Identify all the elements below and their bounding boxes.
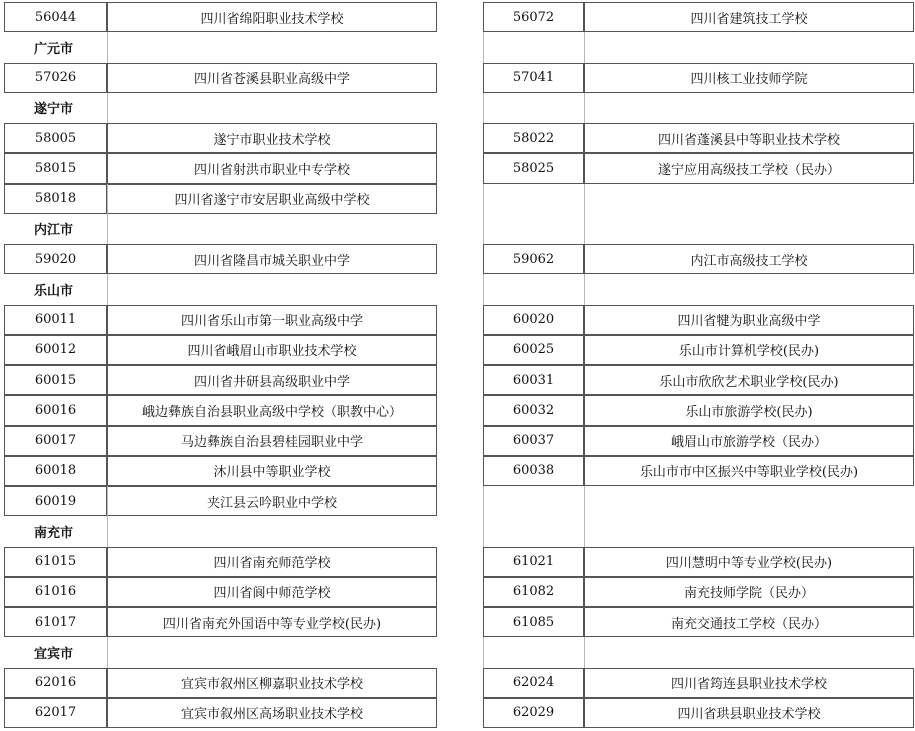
school-name-cell: 峨眉山市旅游学校（民办） [584,426,914,456]
school-code-cell: 60037 [483,426,584,456]
table-row [4,607,914,637]
column-divider [584,93,585,123]
region-name: 内江市 [34,223,74,239]
region-header-row [4,32,914,62]
school-name-cell: 南充技师学院（民办） [584,577,914,607]
table-row [4,153,914,183]
column-divider [483,93,484,123]
school-code-cell: 60011 [4,305,107,335]
column-divider [584,184,585,214]
school-code-cell: 62017 [4,698,107,728]
school-name-cell: 四川省阆中师范学校 [107,577,437,607]
school-code-cell: 61017 [4,607,107,637]
school-code-cell: 58018 [4,184,107,214]
school-code-cell: 62016 [4,668,107,698]
region-name: 广元市 [34,41,74,57]
school-code-cell: 59020 [4,244,107,274]
school-name-cell: 内江市高级技工学校 [584,244,914,274]
school-name-cell: 四川核工业技师学院 [584,63,914,93]
column-divider [483,516,484,546]
school-name-cell: 遂宁应用高级技工学校（民办） [584,153,914,183]
school-code-cell: 58025 [483,153,584,183]
school-name-cell: 四川省射洪市职业中专学校 [107,153,437,183]
school-name-cell: 四川省犍为职业高级中学 [584,305,914,335]
school-code-cell: 62024 [483,668,584,698]
table-row [4,2,914,32]
school-code-cell: 61021 [483,547,584,577]
school-name-cell: 乐山市计算机学校(民办) [584,335,914,365]
school-code-cell: 56044 [4,2,107,32]
table-row [4,184,914,214]
school-code-cell: 58022 [483,123,584,153]
school-name-cell: 四川省南充外国语中等专业学校(民办) [107,607,437,637]
column-divider [107,637,108,667]
region-name: 乐山市 [34,283,74,299]
school-code-cell: 60031 [483,365,584,395]
region-header-row [4,274,914,304]
school-code-cell: 60018 [4,456,107,486]
school-name-cell: 乐山市市中区振兴中等职业学校(民办) [584,456,914,486]
table-row [4,244,914,274]
column-divider [483,32,484,62]
table-row [4,305,914,335]
school-code-cell: 61015 [4,547,107,577]
school-code-cell: 60038 [483,456,584,486]
table-row [4,63,914,93]
school-code-cell: 60017 [4,426,107,456]
school-name-cell: 四川省遂宁市安居职业高级中学校 [107,184,437,214]
school-name-cell: 四川省井研县高级职业中学 [107,365,437,395]
column-divider [107,93,108,123]
column-divider [107,184,108,214]
table-row [4,456,914,486]
school-name-cell: 南充交通技工学校（民办） [584,607,914,637]
school-code-cell: 60016 [4,395,107,425]
school-name-cell: 峨边彝族自治县职业高级中学校（职教中心） [107,395,437,425]
region-name: 南充市 [34,525,74,541]
column-divider [483,214,484,244]
school-name-cell: 夹江县云吟职业中学校 [107,486,437,516]
column-divider [584,486,585,516]
school-code-cell: 60020 [483,305,584,335]
column-divider [483,274,484,304]
region-header-row [4,93,914,123]
school-code-cell: 61082 [483,577,584,607]
column-divider [483,637,484,667]
region-header-row [4,214,914,244]
school-name-cell: 宜宾市叙州区柳嘉职业技术学校 [107,668,437,698]
column-divider [107,516,108,546]
school-code-cell: 58005 [4,123,107,153]
column-divider [107,214,108,244]
school-code-cell: 59062 [483,244,584,274]
school-code-cell: 57041 [483,63,584,93]
table-row [4,668,914,698]
school-name-cell: 乐山市旅游学校(民办) [584,395,914,425]
school-code-cell: 62029 [483,698,584,728]
school-code-cell: 61085 [483,607,584,637]
school-name-cell: 四川省蓬溪县中等职业技术学校 [584,123,914,153]
school-name-cell: 四川省隆昌市城关职业中学 [107,244,437,274]
school-name-cell: 四川省南充师范学校 [107,547,437,577]
table-row [4,426,914,456]
column-divider [584,516,585,546]
school-code-cell: 57026 [4,63,107,93]
column-divider [107,32,108,62]
table-row [4,547,914,577]
region-name: 宜宾市 [34,646,74,662]
school-code-cell: 61016 [4,577,107,607]
column-divider [584,637,585,667]
school-name-cell: 四川省绵阳职业技术学校 [107,2,437,32]
school-code-table [4,2,914,728]
column-divider [584,274,585,304]
region-header-row [4,516,914,546]
column-divider [107,274,108,304]
school-name-cell: 四川省建筑技工学校 [584,2,914,32]
table-row [4,395,914,425]
school-name-cell: 四川慧明中等专业学校(民办) [584,547,914,577]
school-name-cell: 马边彝族自治县碧桂园职业中学 [107,426,437,456]
table-row [4,365,914,395]
table-row [4,698,914,728]
school-name-cell: 四川省筠连县职业技术学校 [584,668,914,698]
table-row [4,335,914,365]
school-code-cell: 58015 [4,153,107,183]
school-name-cell: 乐山市欣欣艺术职业学校(民办) [584,365,914,395]
region-header-row [4,637,914,667]
school-code-cell: 60025 [483,335,584,365]
column-divider [584,32,585,62]
table-row [4,577,914,607]
school-code-cell: 60012 [4,335,107,365]
school-code-cell: 60019 [4,486,107,516]
school-name-cell: 四川省珙县职业技术学校 [584,698,914,728]
school-name-cell: 四川省乐山市第一职业高级中学 [107,305,437,335]
column-divider [483,184,484,214]
table-row [4,123,914,153]
column-divider [584,214,585,244]
school-code-cell: 56072 [483,2,584,32]
school-name-cell: 沐川县中等职业学校 [107,456,437,486]
region-name: 遂宁市 [34,102,74,118]
school-name-cell: 四川省苍溪县职业高级中学 [107,63,437,93]
school-name-cell: 四川省峨眉山市职业技术学校 [107,335,437,365]
column-divider [483,486,484,516]
school-name-cell: 遂宁市职业技术学校 [107,123,437,153]
school-name-cell: 宜宾市叙州区高场职业技术学校 [107,698,437,728]
table-row [4,486,914,516]
school-code-cell: 60032 [483,395,584,425]
school-code-cell: 60015 [4,365,107,395]
column-divider [107,486,108,516]
